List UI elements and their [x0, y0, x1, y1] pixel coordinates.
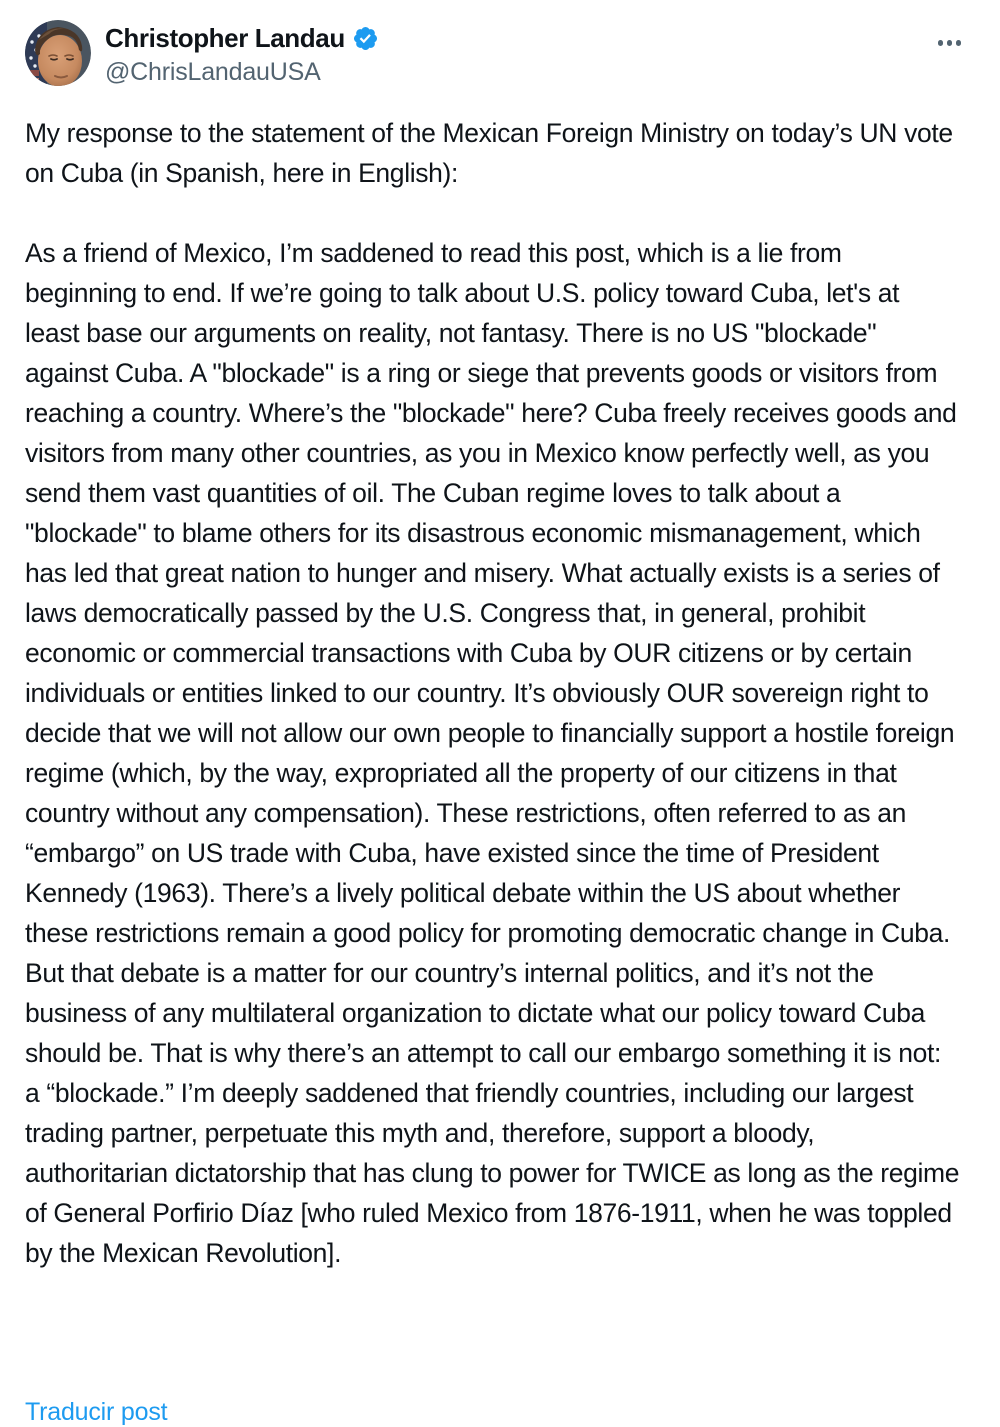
tweet-paragraph-main: As a friend of Mexico, I’m saddened to read this post, which is a lie from beginning to end. If we’re going to talk about U.S. policy toward Cuba, let's at least base our arguments on reality, not fantasy. There is no US "blockade" against Cuba. A "blockade" is a ring or siege that prevents goods or visitors from reaching a country. Where’s the "blockade" here? Cuba freely receives goods and visitors from many other countries, as you in Mexico know perfectly well, as you send them vast quantities of oil. The Cuban regime loves to talk about a "blockade" to blame others for its disastrous economic mismanagement, which has led that great nation to hunger and misery. What actually exists is a series of laws democratically passed by the U.S. Congress that, in general, prohibit economic or commercial transactions with Cuba by OUR citizens or by certain individuals or entities linked to our country. It’s obviously OUR sovereign right to decide that we will not allow our own people to financially support a hostile foreign regime (which, by the way, expropriated all the property of our citizens in that country without any compensation). These restrictions, often referred to as an “embargo” on US trade with Cuba, have existed since the time of President Kennedy (1963). There’s a lively political debate within the US about whether these restrictions remain a good policy for promoting democratic change in Cuba. But that debate is a matter for our country’s internal politics, and it’s not the business of any multilateral organization to dictate what our policy toward Cuba should be. That is why there’s an attempt to call our embargo something it is not: a “blockade.” I’m deeply saddened that friendly countries, including our largest trading partner, perpetuate this myth and, therefore, support a bloody, authoritarian dictatorship that has clung to power for TWICE as long as the regime of General Porfirio Díaz [who ruled Mexico from 1876-1911, when he was toppled by the Mexican Revolution].: [25, 238, 960, 1268]
more-dot: [947, 40, 953, 46]
tweet-paragraph-intro: My response to the statement of the Mexican Foreign Ministry on today’s UN vote on Cuba (in Spanish, here in English):: [25, 118, 953, 188]
more-icon[interactable]: [932, 34, 968, 52]
translate-post-link[interactable]: Traducir post: [25, 1398, 168, 1426]
avatar[interactable]: [25, 20, 91, 86]
more-dot: [956, 40, 962, 46]
author-display-name[interactable]: Christopher Landau: [105, 23, 345, 53]
verified-badge-icon: [352, 25, 379, 52]
more-dot: [938, 40, 944, 46]
tweet-text: [25, 113, 960, 1273]
author-handle[interactable]: @ChrisLandauUSA: [105, 58, 321, 86]
avatar-image: [25, 20, 91, 86]
tweet-header: [25, 20, 975, 87]
author-info: [105, 20, 379, 87]
